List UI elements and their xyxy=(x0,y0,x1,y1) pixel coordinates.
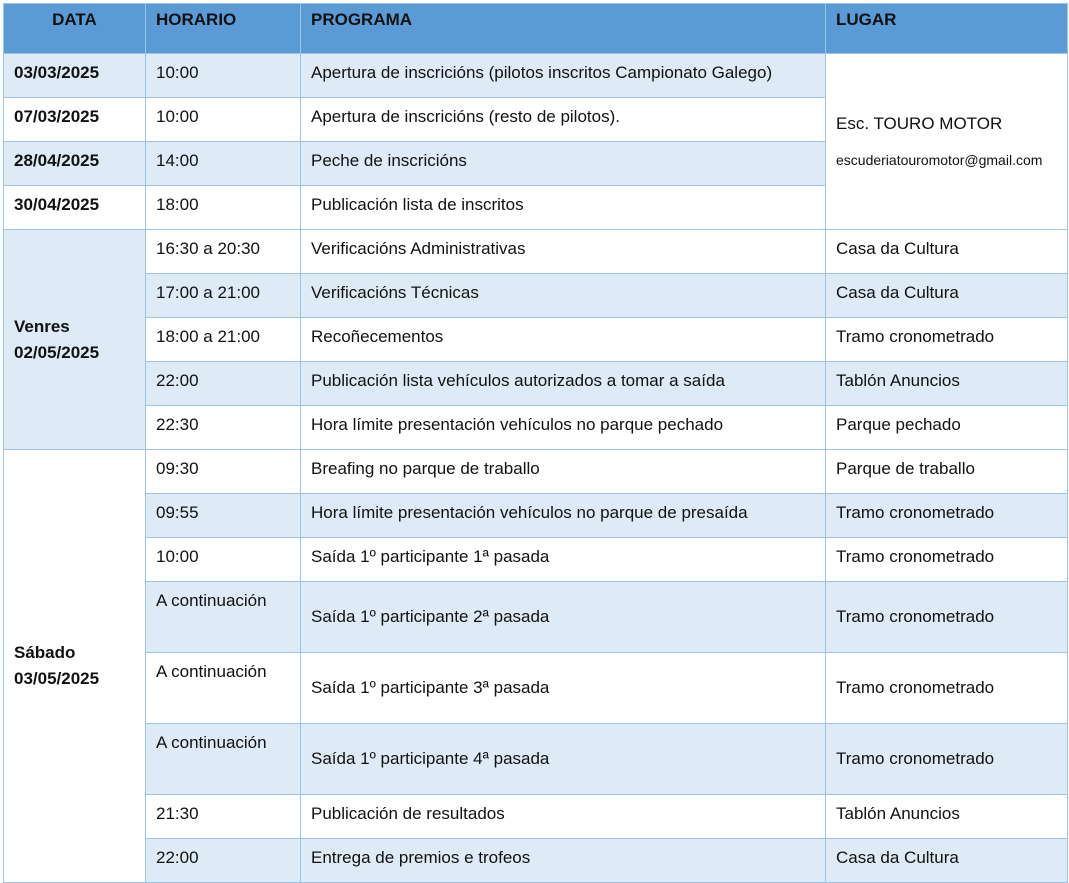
schedule-table xyxy=(3,3,1068,883)
header-programa: PROGRAMA xyxy=(301,4,826,54)
time-cell: 22:30 xyxy=(146,406,301,450)
header-data: DATA xyxy=(4,4,146,54)
date-cell: 07/03/2025 xyxy=(4,98,146,142)
time-cell: 22:00 xyxy=(146,839,301,883)
program-cell: Publicación de resultados xyxy=(301,795,826,839)
table-row xyxy=(4,795,1068,839)
table-row xyxy=(4,839,1068,883)
header-horario: HORARIO xyxy=(146,4,301,54)
table-row xyxy=(4,538,1068,582)
time-cell: 09:55 xyxy=(146,494,301,538)
program-cell: Hora límite presentación vehículos no parque pechado xyxy=(301,406,826,450)
time-cell: 10:00 xyxy=(146,538,301,582)
program-cell: Verificacións Administrativas xyxy=(301,230,826,274)
organizer-cell xyxy=(826,54,1068,230)
table-row xyxy=(4,318,1068,362)
time-cell: 09:30 xyxy=(146,450,301,494)
program-cell: Saída 1º participante 2ª pasada xyxy=(301,582,826,653)
place-cell: Casa da Cultura xyxy=(826,230,1068,274)
program-cell: Saída 1º participante 1ª pasada xyxy=(301,538,826,582)
program-cell: Publicación lista vehículos autorizados a tomar a saída xyxy=(301,362,826,406)
place-cell: Parque pechado xyxy=(826,406,1068,450)
program-cell: Publicación lista de inscritos xyxy=(301,186,826,230)
time-cell: 22:00 xyxy=(146,362,301,406)
organizer-email: escuderiatouromotor@gmail.com xyxy=(836,151,1043,168)
program-cell: Entrega de premios e trofeos xyxy=(301,839,826,883)
header-lugar: LUGAR xyxy=(826,4,1068,54)
table-row xyxy=(4,653,1068,724)
date-cell: 03/03/2025 xyxy=(4,54,146,98)
table-row xyxy=(4,724,1068,795)
time-cell: 21:30 xyxy=(146,795,301,839)
time-cell: A continuación xyxy=(146,582,301,653)
day-group-venres xyxy=(4,230,146,450)
table-row xyxy=(4,362,1068,406)
table-row xyxy=(4,54,1068,98)
table-row xyxy=(4,406,1068,450)
program-cell: Apertura de inscricións (pilotos inscritos Campionato Galego) xyxy=(301,54,826,98)
table-row xyxy=(4,582,1068,653)
program-cell: Apertura de inscricións (resto de pilotos). xyxy=(301,98,826,142)
time-cell: 10:00 xyxy=(146,98,301,142)
time-cell: 10:00 xyxy=(146,54,301,98)
program-cell: Recoñecementos xyxy=(301,318,826,362)
place-cell: Tramo cronometrado xyxy=(826,318,1068,362)
program-cell: Peche de inscricións xyxy=(301,142,826,186)
place-cell: Tramo cronometrado xyxy=(826,653,1068,724)
place-cell: Casa da Cultura xyxy=(826,274,1068,318)
day-group-sabado xyxy=(4,450,146,883)
header-row xyxy=(4,4,1068,54)
time-cell: A continuación xyxy=(146,724,301,795)
place-cell: Tramo cronometrado xyxy=(826,582,1068,653)
place-cell: Tramo cronometrado xyxy=(826,538,1068,582)
day-date: 03/05/2025 xyxy=(14,669,100,688)
organizer-name: Esc. TOURO MOTOR xyxy=(836,113,1003,133)
date-cell: 28/04/2025 xyxy=(4,142,146,186)
day-date: 02/05/2025 xyxy=(14,342,100,362)
time-cell: 16:30 a 20:30 xyxy=(146,230,301,274)
program-cell: Saída 1º participante 4ª pasada xyxy=(301,724,826,795)
time-cell: 18:00 xyxy=(146,186,301,230)
date-cell: 30/04/2025 xyxy=(4,186,146,230)
time-cell: 17:00 a 21:00 xyxy=(146,274,301,318)
day-name: Venres xyxy=(14,316,70,336)
time-cell: 18:00 a 21:00 xyxy=(146,318,301,362)
place-cell: Tramo cronometrado xyxy=(826,494,1068,538)
place-cell: Casa da Cultura xyxy=(826,839,1068,883)
time-cell: 14:00 xyxy=(146,142,301,186)
time-cell: A continuación xyxy=(146,653,301,724)
place-cell: Tablón Anuncios xyxy=(826,795,1068,839)
place-cell: Parque de traballo xyxy=(826,450,1068,494)
day-name: Sábado xyxy=(14,643,76,662)
table-row xyxy=(4,494,1068,538)
place-cell: Tramo cronometrado xyxy=(826,724,1068,795)
table-row xyxy=(4,230,1068,274)
table-row xyxy=(4,274,1068,318)
program-cell: Breafing no parque de traballo xyxy=(301,450,826,494)
place-cell: Tablón Anuncios xyxy=(826,362,1068,406)
table-row xyxy=(4,450,1068,494)
program-cell: Hora límite presentación vehículos no parque de presaída xyxy=(301,494,826,538)
program-cell: Saída 1º participante 3ª pasada xyxy=(301,653,826,724)
program-cell: Verificacións Técnicas xyxy=(301,274,826,318)
